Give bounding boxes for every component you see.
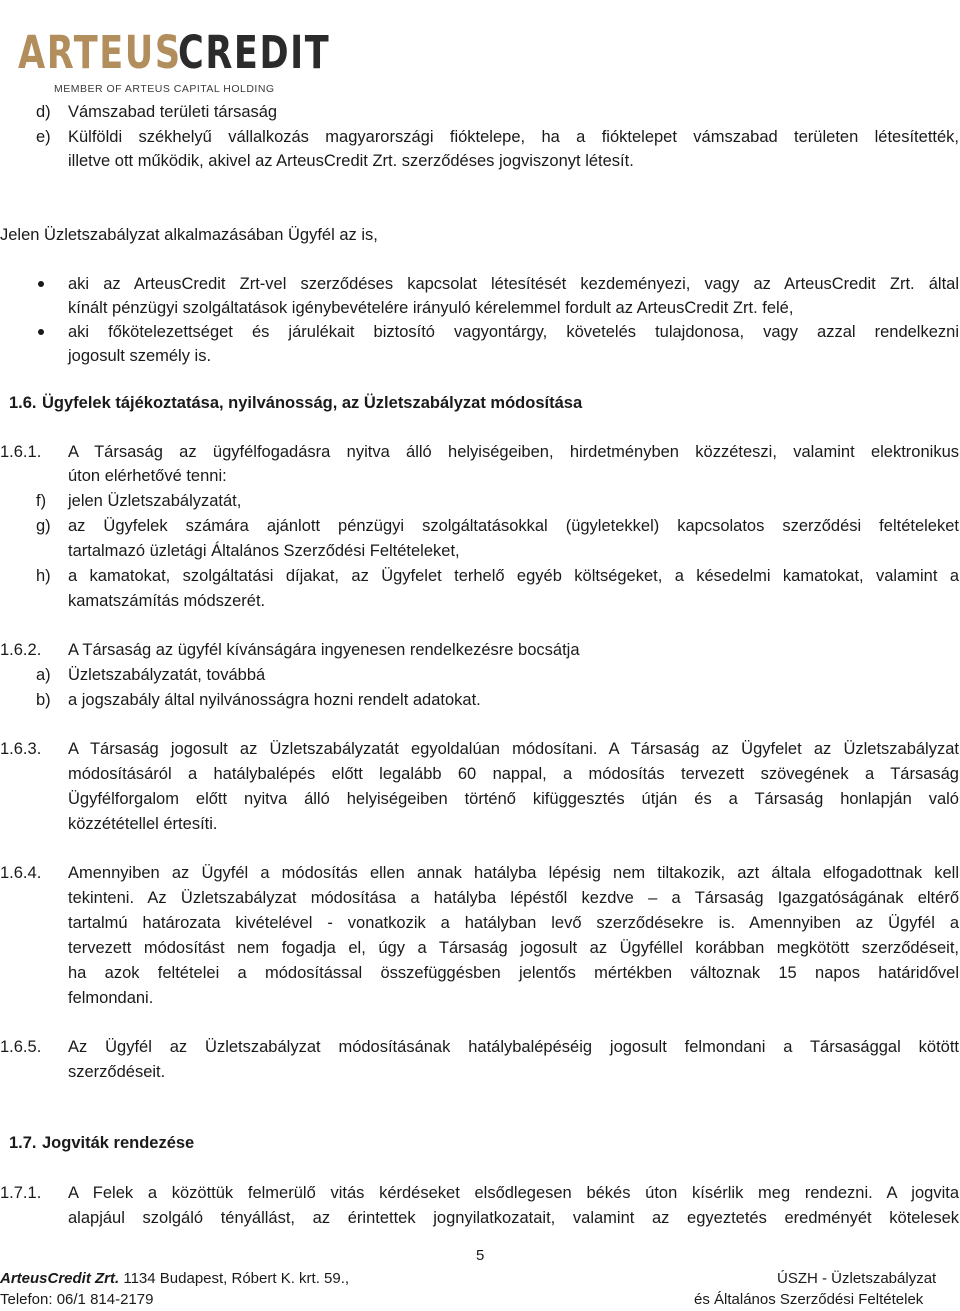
footer-company: ArteusCredit Zrt. (0, 1270, 120, 1287)
list-text-e-line1: Külföldi székhelyű vállalkozás magyarországi fióktelepe, ha a fióktelepet vámszabad területen létesítették, (68, 128, 959, 146)
bullet-1-line1: aki az ArteusCredit Zrt-vel szerződéses kapcsolat létesítését kezdeményezi, vagy az ArteusCredit Zrt. által (68, 275, 959, 293)
para-164-number: 1.6.4. (0, 864, 42, 882)
para-164-line6: felmondani. (68, 989, 154, 1007)
para-163-line4: közzététellel értesíti. (68, 815, 218, 833)
para-163-line1: A Társaság jogosult az Üzletszabályzatát egyoldalúan módosítani. A Társaság az Ügyfelet az Üzletszabályzat (68, 740, 959, 758)
footer-address: 1134 Budapest, Róbert K. krt. 59., (123, 1270, 350, 1287)
para-171-line2: alapjául szolgáló tényállást, az érintettek jognyilatkozatait, valamint az egyeztetés eredményét kötelesek (68, 1209, 959, 1227)
para-161-number: 1.6.1. (0, 443, 42, 461)
page-number: 5 (476, 1247, 485, 1264)
para-171-number: 1.7.1. (0, 1184, 42, 1202)
list-text-h-line2: kamatszámítás módszerét. (68, 592, 266, 610)
bullet-2-line2: jogosult személy is. (68, 347, 212, 365)
list-label-a: a) (36, 666, 51, 684)
bullet-1-line2: kínált pénzügyi szolgáltatások igénybevételére irányuló kérelemmel fordult az ArteusCredit Zrt. felé, (68, 299, 794, 317)
para-164-line4: tervezett módosítást nem fogadja el, úgy a Társaság jogosult az Ügyféllel korábban megkötött szerződéseit, (68, 939, 959, 957)
para-161-line1: A Társaság az ügyfélfogadásra nyitva álló helyiségeiben, hirdetményben közzéteszi, valamint elektronikus (68, 443, 959, 461)
para-161-line2: úton elérhetővé tenni: (68, 467, 227, 485)
bullet-icon (38, 281, 44, 287)
para-164-line5: ha azok feltételei a módosítással összefüggésben jelentős mértékben változnak 15 napos határidővel (68, 964, 959, 982)
list-label-g: g) (36, 517, 51, 535)
section-16-title: Ügyfelek tájékoztatása, nyilvánosság, az Üzletszabályzat módosítása (42, 394, 583, 412)
list-label-f: f) (36, 492, 47, 510)
list-label-h: h) (36, 567, 51, 585)
list-text-d: Vámszabad területi társaság (68, 103, 278, 121)
list-text-a: Üzletszabályzatát, továbbá (68, 666, 266, 684)
footer-phone: Telefon: 06/1 814-2179 (0, 1291, 154, 1308)
list-text-e-line2: illetve ott működik, akivel az ArteusCredit Zrt. szerződéses jogviszonyt létesít. (68, 152, 634, 170)
bullet-2-line1: aki főkötelezettséget és járulékait biztosító vagyontárgy, követelés tulajdonosa, vagy azzal rendelkezni (68, 323, 959, 341)
para-163-line2: módosításáról a hatálybalépés előtt legalább 60 nappal, a módosítás tervezett szövegének a Társaság (68, 765, 959, 783)
list-label-b: b) (36, 691, 51, 709)
para-164-line3: tartalmú határozata kivételével - vonatkozik a hatályban levő szerződésekre is. Amennyiben az Ügyfél a (68, 914, 959, 932)
list-text-g-line1: az Ügyfelek számára ajánlott pénzügyi szolgáltatásokkal (ügyletekkel) kapcsolatos szerződési feltételeket (68, 517, 959, 535)
para-164-line2: tekinteni. Az Üzletszabályzat módosítása a hatályba lépéstől kezdve – a Társaság Igazgatóságának eltérő (68, 889, 959, 907)
section-17-number: 1.7. (9, 1134, 37, 1152)
para-162-line1: A Társaság az ügyfél kívánságára ingyenesen rendelkezésre bocsátja (68, 641, 580, 659)
para-165-number: 1.6.5. (0, 1038, 42, 1056)
list-text-f: jelen Üzletszabályzatát, (68, 492, 242, 510)
logo-tagline: MEMBER OF ARTEUS CAPITAL HOLDING (54, 83, 275, 95)
para-162-number: 1.6.2. (0, 641, 42, 659)
footer-doc-title-line1: ÚSZH - Üzletszabályzat (777, 1270, 937, 1287)
list-text-b: a jogszabály által nyilvánosságra hozni rendelt adatokat. (68, 691, 481, 709)
footer-left-line1 (0, 1270, 349, 1288)
company-logo (18, 26, 331, 98)
footer-doc-title-line2: és Általános Szerződési Feltételek (694, 1291, 924, 1308)
para-165-line2: szerződéseit. (68, 1063, 166, 1081)
list-label-d: d) (36, 103, 51, 121)
list-label-e: e) (36, 128, 51, 146)
para-163-number: 1.6.3. (0, 740, 42, 758)
para-165-line1: Az Ügyfél az Üzletszabályzat módosításának hatálybalépéséig jogosult felmondani a Társasággal kötött (68, 1038, 959, 1056)
list-text-g-line2: tartalmazó üzletági Általános Szerződési Feltételeket, (68, 542, 460, 560)
list-text-h-line1: a kamatokat, szolgáltatási díjakat, az Ügyfelet terhelő egyéb költségeket, a késedelmi kamatokat, valamint a (68, 567, 959, 585)
intro-paragraph: Jelen Üzletszabályzat alkalmazásában Ügyfél az is, (0, 226, 378, 244)
para-164-line1: Amennyiben az Ügyfél a módosítás ellen annak hatályba lépésig nem tiltakozik, azt általa elfogadottnak kell (68, 864, 959, 882)
para-163-line3: Ügyfélforgalom előtt nyitva álló helyiségeiben történő kifüggesztés útján és a Társaság honlapján való (68, 790, 959, 808)
section-16-number: 1.6. (9, 394, 37, 412)
bullet-icon (38, 329, 44, 335)
para-171-line1: A Felek a közöttük felmerülő vitás kérdéseket elsődlegesen békés úton kísérlik meg rendezni. A jogvita (68, 1184, 959, 1202)
section-17-title: Jogviták rendezése (42, 1134, 195, 1152)
logo-word-arteus: ARTEUS (18, 26, 182, 79)
logo-word-credit: CREDIT (178, 26, 331, 79)
